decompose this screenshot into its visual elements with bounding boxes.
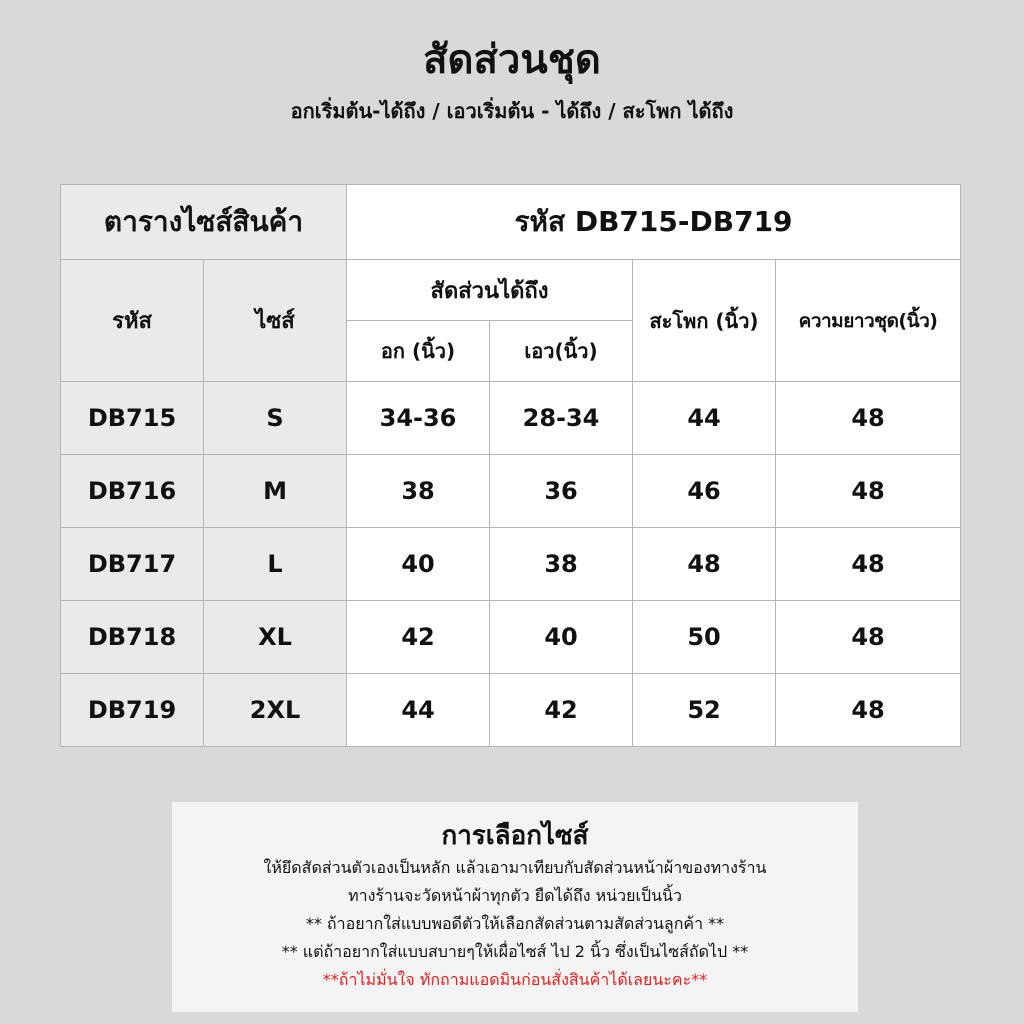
header-length: ความยาวชุด(นิ้ว) (776, 260, 961, 382)
row-length: 48 (776, 382, 961, 455)
row-size: 2XL (204, 674, 347, 747)
row-length: 48 (776, 601, 961, 674)
row-size: M (204, 455, 347, 528)
row-chest: 34-36 (347, 382, 490, 455)
row-chest: 40 (347, 528, 490, 601)
row-waist: 38 (490, 528, 633, 601)
row-chest: 44 (347, 674, 490, 747)
row-size: L (204, 528, 347, 601)
row-size: XL (204, 601, 347, 674)
row-waist: 28-34 (490, 382, 633, 455)
page-subtitle: อกเริ่มต้น-ได้ถึง / เอวเริ่มต้น - ได้ถึง / สะโพก ได้ถึง (290, 99, 734, 123)
size-guide-warning: **ถ้าไม่มั่นใจ ทักถามแอดมินก่อนสั่งสินค้าได้เลยนะคะ** (322, 970, 708, 989)
row-hip: 52 (633, 674, 776, 747)
row-waist: 40 (490, 601, 633, 674)
row-hip: 50 (633, 601, 776, 674)
header-code: รหัส (61, 260, 204, 382)
row-code: DB716 (61, 455, 204, 528)
header-hip: สะโพก (นิ้ว) (633, 260, 776, 382)
product-code-range: รหัส DB715-DB719 (347, 185, 961, 260)
row-code: DB718 (61, 601, 204, 674)
row-size: S (204, 382, 347, 455)
row-chest: 42 (347, 601, 490, 674)
row-hip: 48 (633, 528, 776, 601)
size-guide-panel (172, 802, 858, 1012)
row-code: DB715 (61, 382, 204, 455)
page-title: สัดส่วนชุด (423, 37, 601, 83)
table-row (61, 674, 961, 747)
row-length: 48 (776, 455, 961, 528)
row-waist: 36 (490, 455, 633, 528)
row-code: DB719 (61, 674, 204, 747)
table-row (61, 528, 961, 601)
size-table (60, 184, 961, 747)
row-hip: 44 (633, 382, 776, 455)
table-row (61, 601, 961, 674)
size-guide-title: การเลือกไซส์ (441, 821, 589, 851)
header-waist: เอว(นิ้ว) (490, 321, 633, 382)
size-guide-line: ให้ยึดสัดส่วนตัวเองเป็นหลัก แล้วเอามาเทียบกับสัดส่วนหน้าผ้าของทางร้าน (263, 858, 767, 877)
row-length: 48 (776, 674, 961, 747)
row-code: DB717 (61, 528, 204, 601)
table-caption: ตารางไซส์สินค้า (61, 185, 347, 260)
size-guide-line: ** ถ้าอยากใส่แบบพอดีตัวให้เลือกสัดส่วนตามสัดส่วนลูกค้า ** (305, 914, 725, 933)
row-hip: 46 (633, 455, 776, 528)
size-guide-line: ** แต่ถ้าอยากใส่แบบสบายๆให้เผื่อไซส์ ไป 2 นิ้ว ซึ่งเป็นไซส์ถัดไป ** (281, 942, 749, 961)
table-row (61, 455, 961, 528)
row-chest: 38 (347, 455, 490, 528)
header-measure-group: สัดส่วนได้ถึง (347, 260, 633, 321)
table-row (61, 382, 961, 455)
row-length: 48 (776, 528, 961, 601)
size-guide-line: ทางร้านจะวัดหน้าผ้าทุกตัว ยืดได้ถึง หน่วยเป็นนิ้ว (348, 886, 682, 905)
row-waist: 42 (490, 674, 633, 747)
header-chest: อก (นิ้ว) (347, 321, 490, 382)
header-size: ไซส์ (204, 260, 347, 382)
